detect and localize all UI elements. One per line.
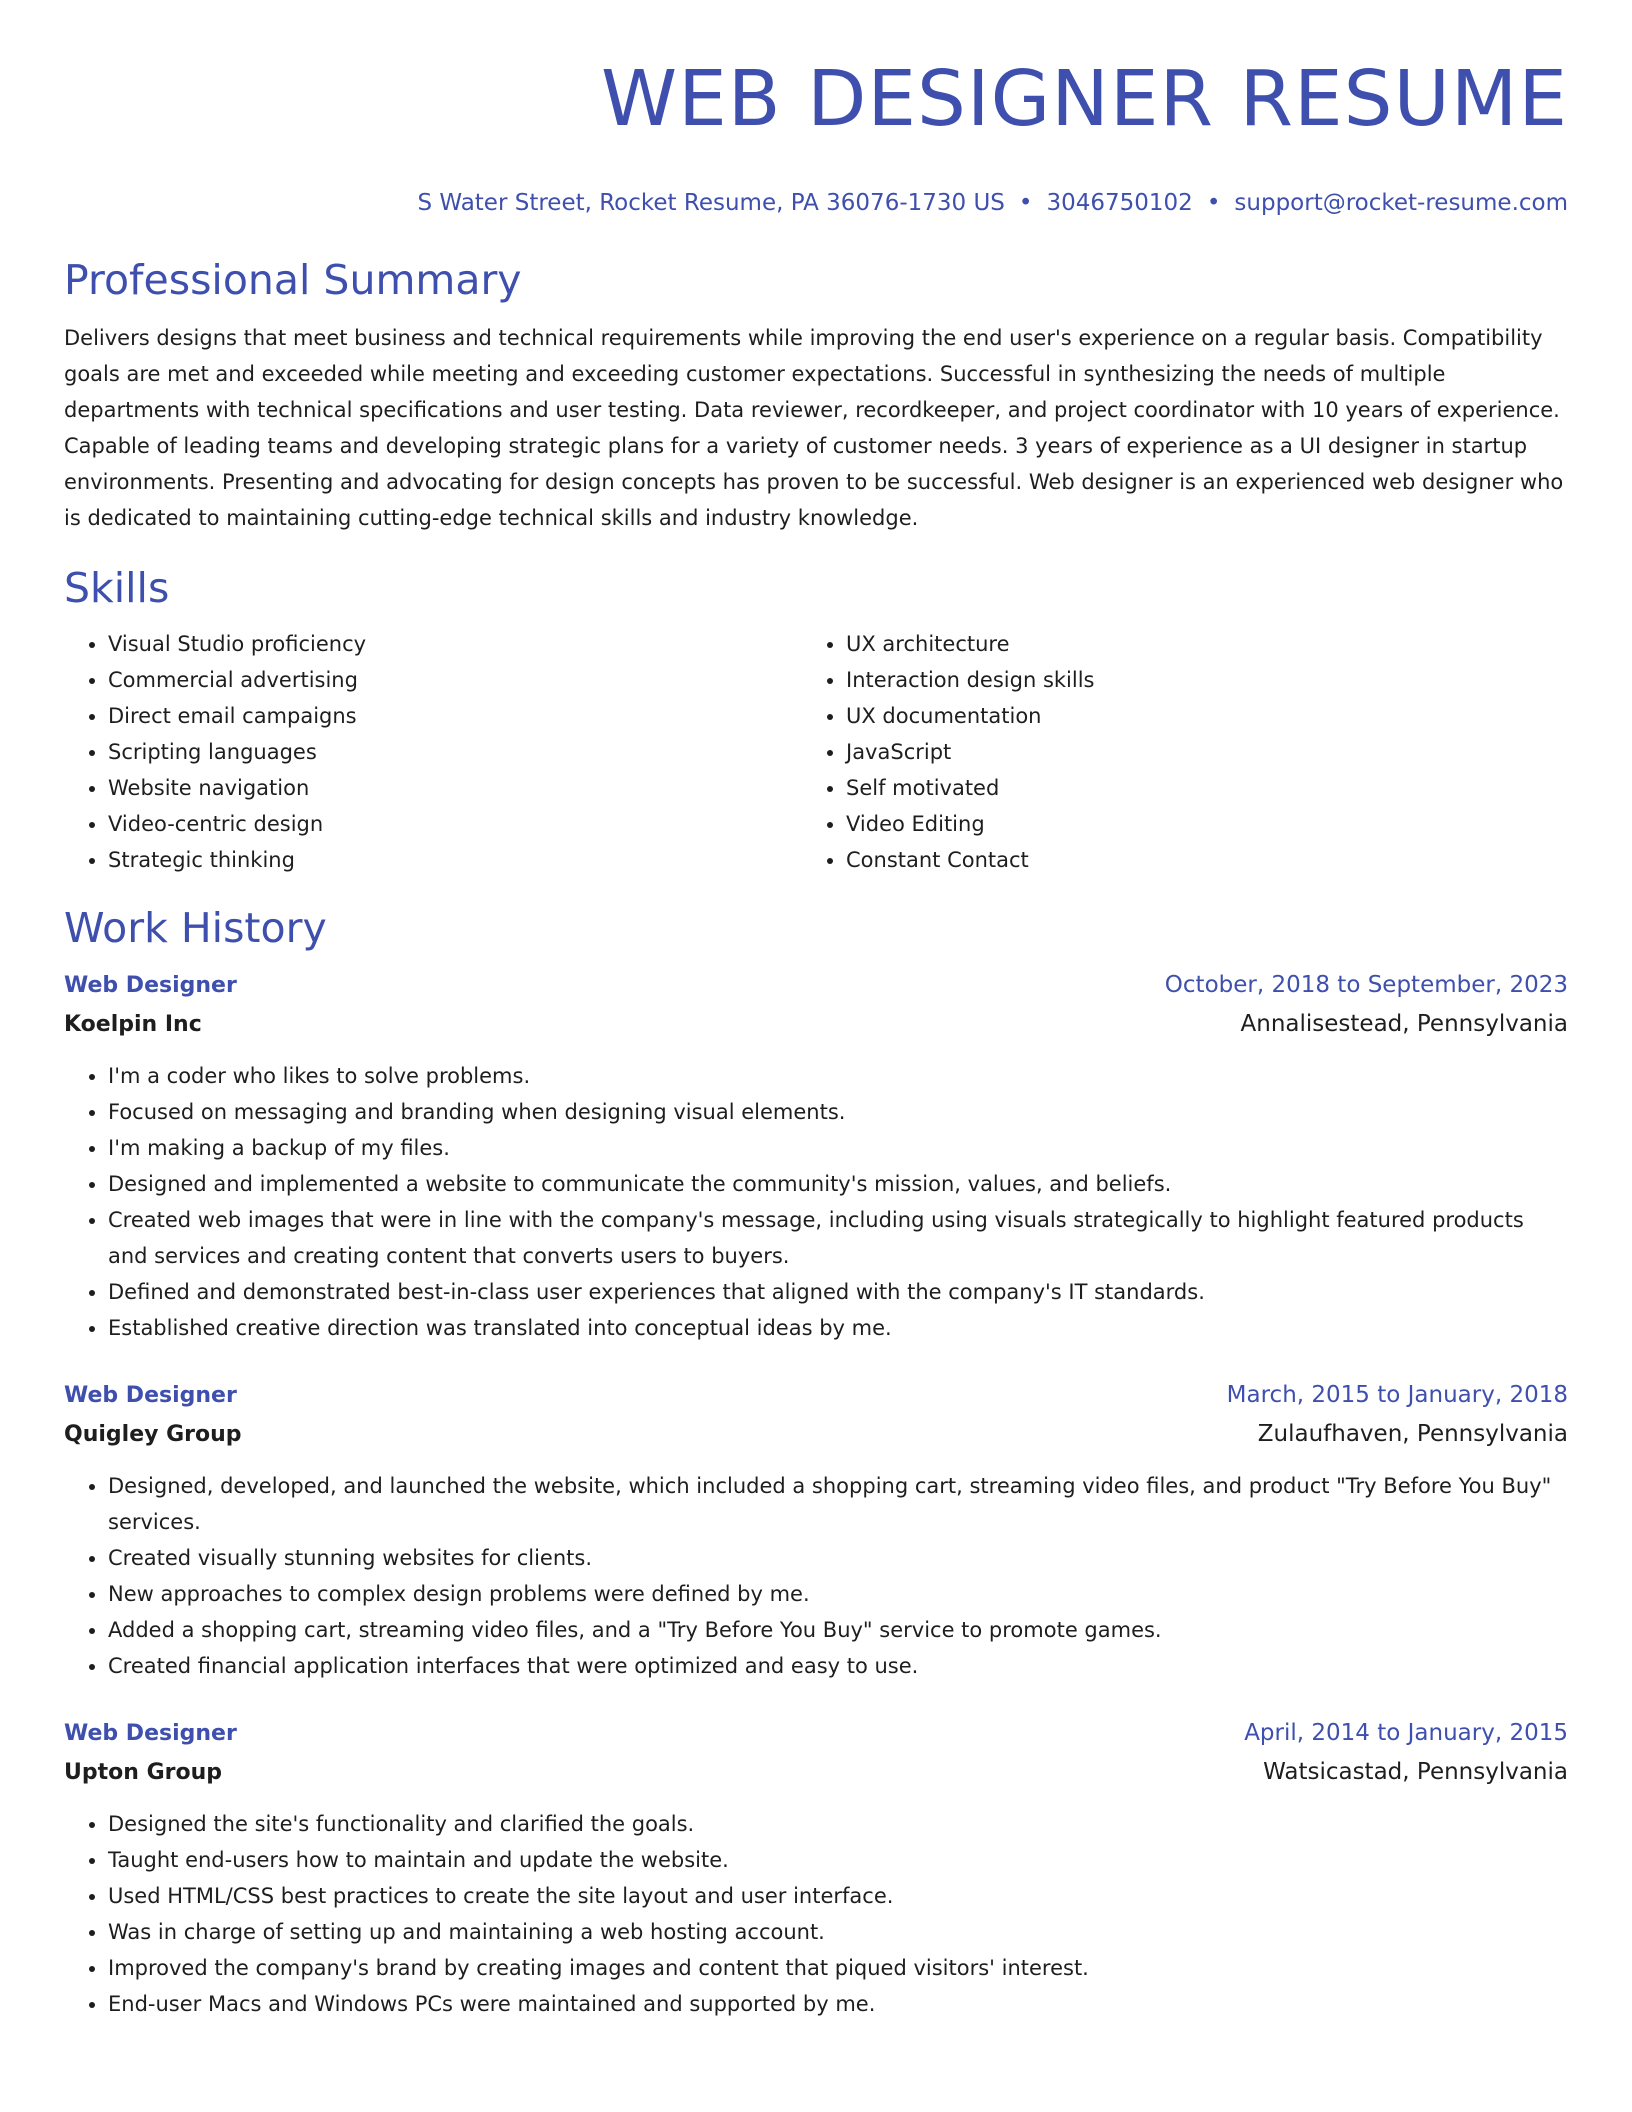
job-bullet: • Added a shopping cart, streaming video files, and a "Try Before You Buy" service to promote games.: [108, 1612, 1568, 1648]
skill-item: • Scripting languages: [108, 734, 802, 770]
contact-separator: •: [1018, 190, 1033, 216]
skill-item: • Commercial advertising: [108, 662, 802, 698]
job-bullets: [64, 1468, 1568, 1684]
skill-item: • Website navigation: [108, 770, 802, 806]
resume-title: WEB DESIGNER RESUME: [601, 55, 1568, 144]
contact-line: [64, 188, 1568, 218]
skills-heading: Skills: [64, 564, 170, 612]
job-dates: March, 2015 to January, 2018: [1226, 1382, 1568, 1408]
job-bullet: • End-user Macs and Windows PCs were maintained and supported by me.: [108, 1986, 1568, 2022]
contact-address: S Water Street, Rocket Resume, PA 36076-1730 US: [417, 190, 1005, 216]
skills-section: [64, 560, 1568, 878]
skill-item: • UX architecture: [846, 626, 1540, 662]
job-entry: [64, 966, 1568, 1346]
job-location: Zulaufhaven, Pennsylvania: [1257, 1421, 1568, 1447]
job-company: Quigley Group: [64, 1422, 242, 1447]
contact-phone: 3046750102: [1046, 190, 1193, 216]
job-company: Koelpin Inc: [64, 1012, 202, 1037]
skill-item: • Strategic thinking: [108, 842, 802, 878]
skill-item: • Video Editing: [846, 806, 1540, 842]
job-bullets: [64, 1806, 1568, 2022]
skills-list-left: [64, 626, 802, 878]
job-bullet: • Taught end-users how to maintain and update the website.: [108, 1842, 1568, 1878]
job-bullet: • Established creative direction was translated into conceptual ideas by me.: [108, 1310, 1568, 1346]
skill-item: • Constant Contact: [846, 842, 1540, 878]
job-bullet: • Improved the company's brand by creating images and content that piqued visitors' interest.: [108, 1950, 1568, 1986]
job-title-row: [64, 1714, 1568, 1753]
summary-section: [64, 252, 1568, 536]
job-bullet: • New approaches to complex design problems were defined by me.: [108, 1576, 1568, 1612]
job-title: Web Designer: [64, 1721, 237, 1746]
skill-item: • Direct email campaigns: [108, 698, 802, 734]
job-company-row: [64, 1415, 1568, 1454]
skill-item: • Interaction design skills: [846, 662, 1540, 698]
job-bullet: • Created financial application interfaces that were optimized and easy to use.: [108, 1648, 1568, 1684]
job-location: Annalisestead, Pennsylvania: [1240, 1011, 1568, 1037]
job-title: Web Designer: [64, 1383, 237, 1408]
job-bullet: • Was in charge of setting up and maintaining a web hosting account.: [108, 1914, 1568, 1950]
job-bullet: • Designed the site's functionality and clarified the goals.: [108, 1806, 1568, 1842]
job-bullet: • Defined and demonstrated best-in-class user experiences that aligned with the company's IT standards.: [108, 1274, 1568, 1310]
job-company-row: [64, 1005, 1568, 1044]
job-bullet: • Focused on messaging and branding when designing visual elements.: [108, 1094, 1568, 1130]
job-company-row: [64, 1753, 1568, 1792]
skill-item: • Video-centric design: [108, 806, 802, 842]
job-bullet: • Created web images that were in line with the company's message, including using visuals strategically to highlight featured products and services and creating content that converts users to buyers.: [108, 1202, 1568, 1274]
work-history-heading: Work History: [64, 904, 327, 952]
job-title-row: [64, 966, 1568, 1005]
job-bullet: • I'm a coder who likes to solve problems.: [108, 1058, 1568, 1094]
job-bullet: • Designed, developed, and launched the website, which included a shopping cart, streaming video files, and product "Try Before You Buy" services.: [108, 1468, 1568, 1540]
skills-grid: [64, 626, 1568, 878]
job-bullet: • I'm making a backup of my files.: [108, 1130, 1568, 1166]
job-company: Upton Group: [64, 1760, 222, 1785]
job-title: Web Designer: [64, 973, 237, 998]
job-bullets: [64, 1058, 1568, 1346]
job-dates: April, 2014 to January, 2015: [1244, 1720, 1568, 1746]
job-entry: [64, 1376, 1568, 1684]
skill-item: • JavaScript: [846, 734, 1540, 770]
skill-item: • Visual Studio proficiency: [108, 626, 802, 662]
work-history-section: [64, 900, 1568, 2022]
job-bullet: • Designed and implemented a website to communicate the community's mission, values, and beliefs.: [108, 1166, 1568, 1202]
job-location: Watsicastad, Pennsylvania: [1263, 1759, 1568, 1785]
contact-email: support@rocket-resume.com: [1234, 190, 1568, 216]
contact-separator: •: [1206, 190, 1221, 216]
skill-item: • Self motivated: [846, 770, 1540, 806]
job-entry: [64, 1714, 1568, 2022]
summary-heading: Professional Summary: [64, 256, 522, 304]
skill-item: • UX documentation: [846, 698, 1540, 734]
job-dates: October, 2018 to September, 2023: [1164, 972, 1568, 998]
job-bullet: • Created visually stunning websites for clients.: [108, 1540, 1568, 1576]
resume-header: [64, 0, 1568, 218]
summary-text: Delivers designs that meet business and technical requirements while improving the end user's experience on a regular basis. Compatibility goals are met and exceeded while meeting and exceeding customer expectations. Successful in synthesizing the needs of multiple departments with technical specifications and user testing. Data reviewer, recordkeeper, and project coordinator with 10 years of experience. Capable of leading teams and developing strategic plans for a variety of customer needs. 3 years of experience as a UI designer in startup environments. Presenting and advocating for design concepts has proven to be successful. Web designer is an experienced web designer who is dedicated to maintaining cutting-edge technical skills and industry knowledge.: [64, 326, 1564, 530]
job-bullet: • Used HTML/CSS best practices to create the site layout and user interface.: [108, 1878, 1568, 1914]
job-title-row: [64, 1376, 1568, 1415]
skills-list-right: [802, 626, 1540, 878]
